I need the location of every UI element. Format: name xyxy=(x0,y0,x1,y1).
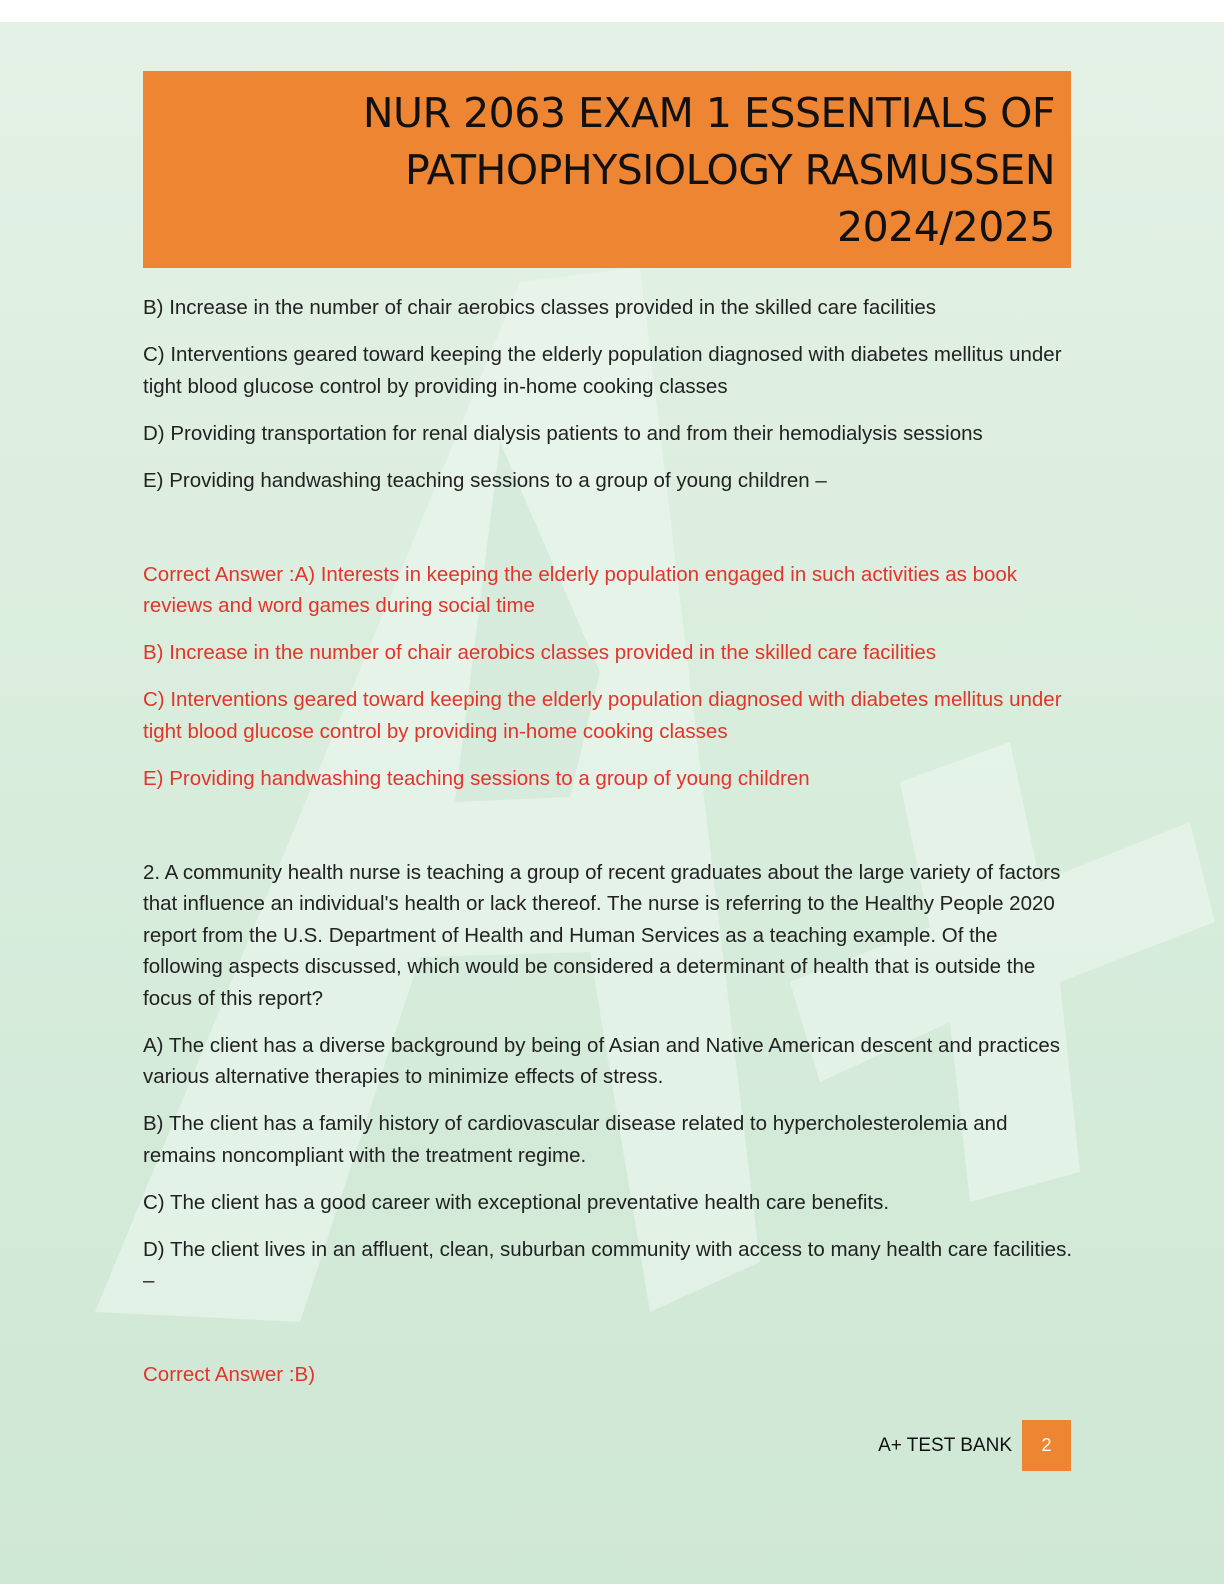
title-line-3: 2024/2025 xyxy=(837,203,1055,251)
q1-option-d: D) Providing transportation for renal dialysis patients to and from their hemodialysis sessions xyxy=(143,421,983,445)
q1-option-e: E) Providing handwashing teaching sessions to a group of young children – xyxy=(143,468,827,492)
q1-answer-e: E) Providing handwashing teaching sessions to a group of young children xyxy=(143,766,810,790)
q2-option-b: B) The client has a family history of cardiovascular disease related to hypercholesterolemia and remains noncompliant with the treatment regime. xyxy=(143,1112,1008,1167)
spacer xyxy=(143,1312,1078,1359)
document-body xyxy=(143,292,1078,1406)
spacer xyxy=(143,512,1078,559)
page-number: 2 xyxy=(1022,1420,1071,1471)
q2-correct-answer: Correct Answer :B) xyxy=(143,1363,316,1386)
q1-answer-b: B) Increase in the number of chair aerobics classes provided in the skilled care facilities xyxy=(143,641,937,664)
q1-answer-c: C) Interventions geared toward keeping the elderly population diagnosed with diabetes mellitus under tight blood glucose control by providing in-home cooking classes xyxy=(143,688,1062,743)
footer-label: A+ TEST BANK xyxy=(878,1435,1012,1456)
q2-option-c: C) The client has a good career with exceptional preventative health care benefits. xyxy=(143,1190,890,1214)
title-line-1: NUR 2063 EXAM 1 ESSENTIALS OF xyxy=(362,89,1055,137)
q2-option-a: A) The client has a diverse background by being of Asian and Native American descent and practices various alternative therapies to minimize effects of stress. xyxy=(143,1033,1060,1088)
spacer xyxy=(143,810,1078,857)
title-banner xyxy=(143,71,1071,268)
q2-stem: 2. A community health nurse is teaching a group of recent graduates about the large variety of factors that influence an individual's health or lack thereof. The nurse is referring to the Healthy People 2020 report from the U.S. Department of Health and Human Services as a teaching example. Of the following aspects discussed, which would be considered a determinant of health that is outside the focus of this report? xyxy=(143,860,1061,1010)
q1-option-c: C) Interventions geared toward keeping the elderly population diagnosed with diabetes mellitus under tight blood glucose control by providing in-home cooking classes xyxy=(143,343,1062,398)
q2-option-d: D) The client lives in an affluent, clean, suburban community with access to many health care facilities. – xyxy=(143,1237,1073,1292)
q1-option-b: B) Increase in the number of chair aerobics classes provided in the skilled care facilities xyxy=(143,296,937,319)
title-line-2: PATHOPHYSIOLOGY RASMUSSEN xyxy=(405,146,1055,194)
q1-correct-answer: Correct Answer :A) Interests in keeping the elderly population engaged in such activities as book reviews and word games during social time xyxy=(143,562,1018,617)
